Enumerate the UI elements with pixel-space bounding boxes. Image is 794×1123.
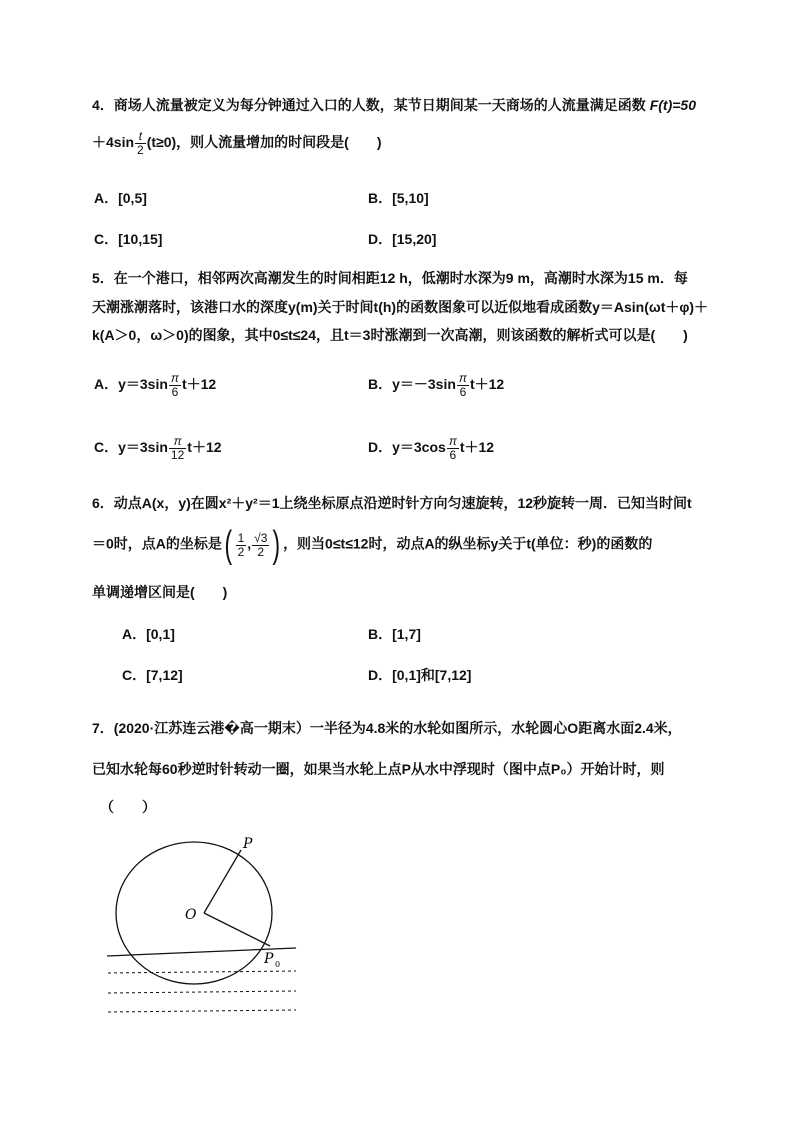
- q6-option-c[interactable]: C．[7,12]: [122, 667, 183, 683]
- q5-d-frac: [447, 435, 459, 462]
- q5-option-b[interactable]: [368, 372, 504, 399]
- q7-line3: （ ）: [100, 799, 156, 815]
- q5-d-num: π: [448, 434, 457, 448]
- q6-option-a[interactable]: A．[0,1]: [122, 626, 175, 642]
- q5-c-pre: C．y＝3sin: [94, 439, 168, 456]
- q5-c-num: π: [169, 435, 186, 449]
- q6-coord-x: [236, 532, 247, 559]
- q5-d-pre: D．y＝3cos: [368, 439, 446, 456]
- water-dash-1: [108, 971, 296, 973]
- q7-line2: 已知水轮每60秒逆时针转动一圈，如果当水轮上点P从水中浮现时（图中点P₀）开始计时，则: [92, 761, 665, 777]
- label-p0: P: [264, 951, 274, 967]
- left-paren-icon: (: [224, 524, 233, 566]
- q5-option-a[interactable]: [94, 372, 216, 399]
- q5-b-den: 6: [459, 385, 467, 399]
- q6-line3: 单调递增区间是( ): [92, 584, 228, 600]
- q5-line3: k(A＞0，ω＞0)的图象，其中0≤t≤24，且t＝3时涨潮到一次高潮，则该函数的解析式可以是( ): [92, 327, 688, 343]
- q4-frac-den: 2: [137, 143, 144, 157]
- q5-a-den: 6: [171, 385, 179, 399]
- label-p0-sub: 0: [275, 960, 281, 969]
- q5-a-num: π: [170, 371, 179, 385]
- q6-x-den: 2: [237, 544, 245, 559]
- q5-d-post: t＋12: [459, 439, 495, 456]
- q4-stem-text: 4．商场人流量被定义为每分钟通过入口的人数，某节日期间某一天商场的人流量满足函数: [92, 97, 646, 113]
- q6-coord-y: [252, 532, 269, 559]
- q6-x-num: 1: [237, 530, 245, 545]
- q4-frac-num: t: [135, 130, 146, 144]
- q5-b-pre: B．y＝－3sin: [368, 376, 456, 393]
- q4-option-b[interactable]: B．[5,10]: [368, 190, 429, 206]
- q4-line2: [92, 130, 381, 157]
- q5-c-post: t＋12: [187, 439, 222, 456]
- q5-line1: 5．在一个港口，相邻两次高潮发生的时间相距12 h，低潮时水深为9 m，高潮时水深为15 m．每: [92, 270, 688, 286]
- label-o: O: [185, 907, 197, 923]
- q5-c-frac: [169, 435, 186, 462]
- q5-c-den: 12: [170, 448, 185, 462]
- q4-sin-text: ＋4sin: [92, 134, 135, 151]
- q5-d-den: 6: [449, 448, 457, 462]
- q5-b-frac: [457, 372, 469, 399]
- q5-option-d[interactable]: [368, 435, 494, 462]
- q4-option-d[interactable]: D．[15,20]: [368, 231, 437, 247]
- q4-option-a[interactable]: A．[0,5]: [94, 190, 147, 206]
- water-dash-2: [108, 991, 296, 993]
- q5-a-frac: [169, 372, 181, 399]
- radius-op0: [204, 913, 270, 946]
- q6-option-d[interactable]: D．[0,1]和[7,12]: [368, 667, 472, 683]
- q5-a-post: t＋12: [181, 376, 217, 393]
- q6-option-b[interactable]: B．[1,7]: [368, 626, 421, 642]
- q6-line1: 6．动点A(x，y)在圆x²＋y²＝1上绕坐标原点沿逆时针方向匀速旋转，12秒旋转一周．已知当时间t: [92, 495, 692, 511]
- q6-line2: ＝0时，点A的坐标是( $\frac{1}{2}$ , $\frac{√3}{2}$ ) ，则当0≤t≤12时，动点A的纵坐标y关于t(单位：秒)的函数的: [92, 524, 653, 566]
- water-wheel-figure: [100, 830, 310, 1020]
- q5-line2: 天潮涨潮落时，该港口水的深度y(m)关于时间t(h)的函数图象可以近似地看成函数y＝Asin(ωt＋φ)＋: [92, 299, 709, 315]
- q6-stem-b: ，则当0≤t≤12时，动点A的纵坐标y关于t(单位：秒)的函数的: [283, 535, 653, 552]
- q6-y-num: √3: [254, 530, 268, 545]
- q7-line1: 7．(2020·江苏连云港�高一期末）一半径为4.8米的水轮如图所示，水轮圆心O距离水面2.4米，: [92, 720, 682, 736]
- q4-line1: [92, 95, 696, 115]
- q4-function: F(t)=50: [649, 97, 696, 113]
- right-paren-icon: ): [272, 524, 281, 566]
- water-dash-3: [108, 1010, 296, 1012]
- q4-option-c[interactable]: C．[10,15]: [94, 231, 163, 247]
- q5-b-num: π: [458, 371, 467, 385]
- q5-option-c[interactable]: [94, 435, 222, 462]
- radius-op: [204, 850, 241, 913]
- q4-fraction: [135, 130, 146, 157]
- q5-b-post: t＋12: [469, 376, 505, 393]
- q4-stem-end: (t≥0)，则人流量增加的时间段是( ): [146, 134, 382, 151]
- q5-a-pre: A．y＝3sin: [94, 376, 168, 393]
- q6-y-den: 2: [257, 544, 265, 559]
- label-p: P: [243, 836, 253, 852]
- q6-stem-a: ＝0时，点A的坐标是: [92, 535, 222, 552]
